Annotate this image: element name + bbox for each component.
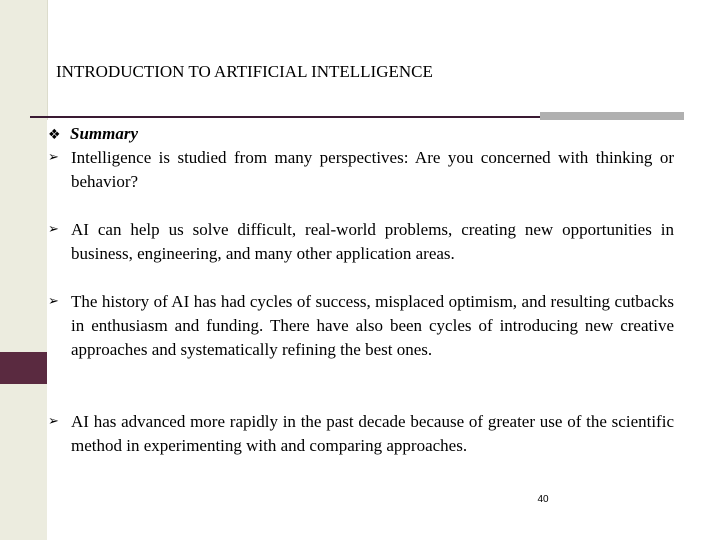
summary-label: Summary [70,124,139,143]
diamond-bullet-icon: ❖ [48,127,61,143]
bullet-item [48,290,674,362]
page-number: 40 [537,494,549,505]
summary-heading [48,124,138,144]
title-underline-gray-bar [540,112,684,120]
arrow-bullet-icon: ➢ [48,294,59,309]
bullet-text: The history of AI has had cycles of success, misplaced optimism, and resulting cutbacks in enthusiasm and funding. There have also been cycles of introducing new creative approaches and systematically refining the best ones. [71,292,674,359]
arrow-bullet-icon: ➢ [48,222,59,237]
bullet-item [48,410,674,458]
bullet-text: AI has advanced more rapidly in the past decade because of greater use of the scientific method in experimenting with and comparing approaches. [71,412,674,455]
title-underline-rule [30,116,540,118]
arrow-bullet-icon: ➢ [48,414,59,429]
left-band-edge-line [47,0,48,120]
bullet-item [48,146,674,194]
slide-title: INTRODUCTION TO ARTIFICIAL INTELLIGENCE [56,62,433,81]
bullet-text: AI can help us solve difficult, real-world problems, creating new opportunities in business, engineering, and many other application areas. [71,220,674,263]
left-decorative-band [0,0,47,540]
left-band-accent-block [0,352,47,384]
bullet-text: Intelligence is studied from many perspectives: Are you concerned with thinking or behavior? [71,148,674,191]
bullet-item [48,218,674,266]
arrow-bullet-icon: ➢ [48,150,59,165]
